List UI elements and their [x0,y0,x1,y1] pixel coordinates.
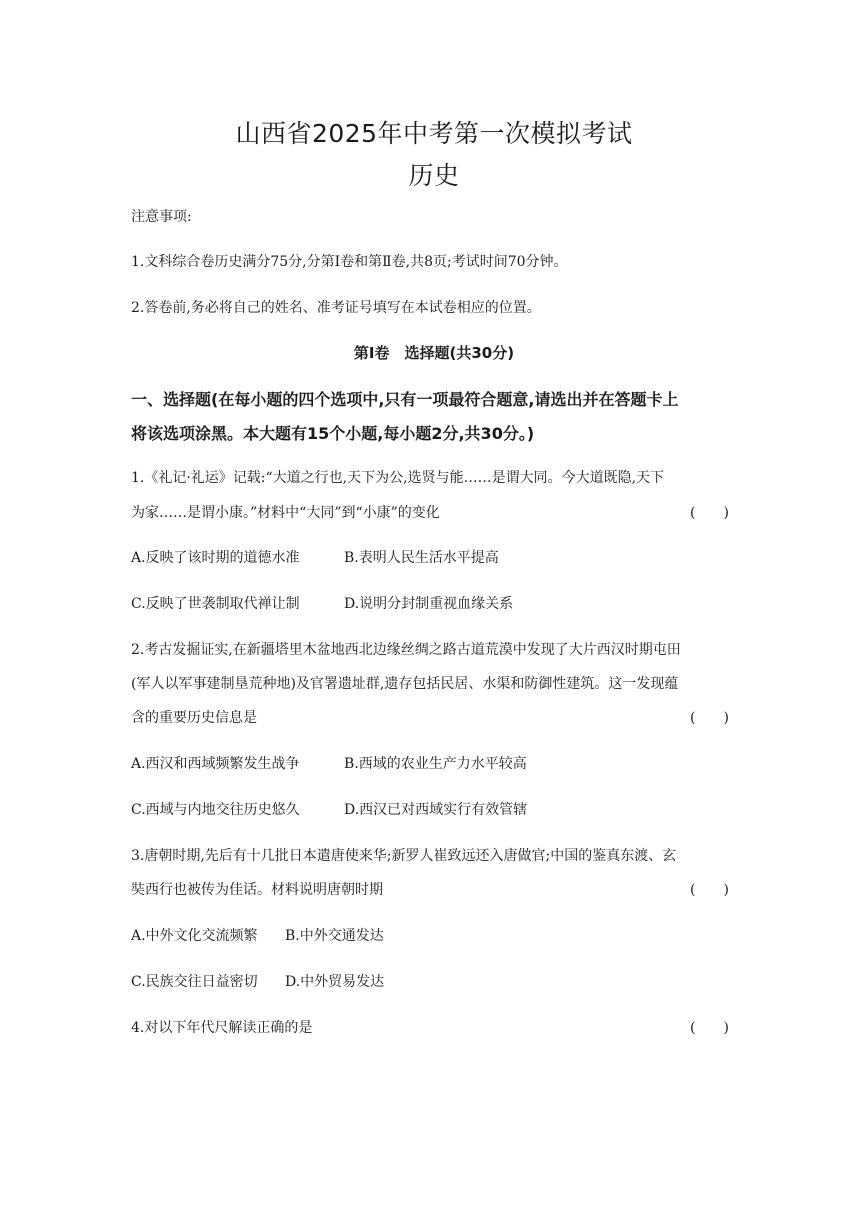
question-2-option-a: A.西汉和西域频繁发生战争 [131,756,300,772]
question-2-answer-bracket: ( ) [690,710,729,726]
notice-item-1: 1.文科综合卷历史满分75分,分第Ⅰ卷和第Ⅱ卷,共8页;考试时间70分钟。 [131,254,568,270]
exam-title: 山西省2025年中考第一次模拟考试 [235,119,633,148]
question-1-line2: 为家……是谓小康。”材料中“大同”到“小康”的变化 [131,505,440,521]
question-3-line2: 奘西行也被传为佳话。材料说明唐朝时期 [131,882,383,898]
question-1-line1: 1.《礼记·礼运》记载:“大道之行也,天下为公,选贤与能……是谓大同。今大道既隐,天下 [131,470,665,486]
question-2-option-d: D.西汉已对西域实行有效管辖 [344,802,528,818]
section1-instruction-line1: 一、选择题(在每小题的四个选项中,只有一项最符合题意,请选出并在答题卡上 [131,390,679,409]
question-4-line1: 4.对以下年代尺解读正确的是 [131,1020,313,1036]
question-3-option-b: B.中外交通发达 [285,928,384,944]
question-1-option-d: D.说明分封制重视血缘关系 [344,596,514,612]
part1-title: 第Ⅰ卷 选择题(共30分) [353,344,515,362]
question-3-line1: 3.唐朝时期,先后有十几批日本遣唐使来华;新罗人崔致远还入唐做官;中国的鉴真东渡、玄 [131,848,677,864]
question-2-line3: 含的重要历史信息是 [131,710,257,726]
question-3-answer-bracket: ( ) [690,882,729,898]
question-3-option-c: C.民族交往日益密切 [131,974,258,990]
question-1-option-b: B.表明人民生活水平提高 [344,550,499,566]
question-4-answer-bracket: ( ) [690,1020,729,1036]
question-3-option-a: A.中外文化交流频繁 [131,928,258,944]
section1-instruction-line2: 将该选项涂黑。本大题有15个小题,每小题2分,共30分。) [131,424,535,443]
notice-heading: 注意事项: [131,209,192,225]
notice-item-2: 2.答卷前,务必将自己的姓名、准考证号填写在本试卷相应的位置。 [131,300,541,316]
question-1-answer-bracket: ( ) [690,505,729,521]
question-2-option-b: B.西域的农业生产力水平较高 [344,756,527,772]
question-2-line1: 2.考古发掘证实,在新疆塔里木盆地西北边缘丝绸之路古道荒漠中发现了大片西汉时期屯田 [131,642,681,658]
question-1-option-a: A.反映了该时期的道德水准 [131,550,300,566]
question-2-option-c: C.西域与内地交往历史悠久 [131,802,300,818]
question-2-line2: (军人以军事建制垦荒种地)及官署遗址群,遗存包括民居、水渠和防御性建筑。这一发现蕴 [131,676,679,692]
subject-title: 历史 [408,161,460,190]
question-3-option-d: D.中外贸易发达 [285,974,385,990]
question-1-option-c: C.反映了世袭制取代禅让制 [131,596,300,612]
